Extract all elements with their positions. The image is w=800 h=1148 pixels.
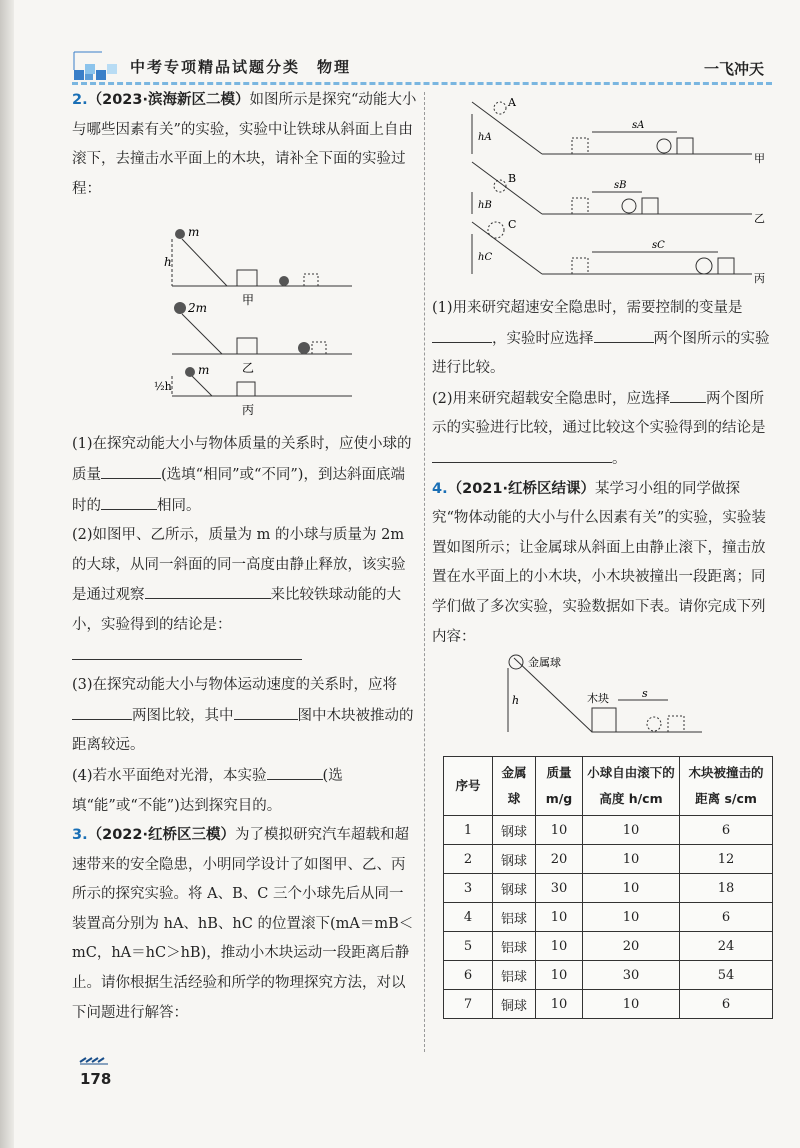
header-divider xyxy=(72,82,772,85)
q2-source: （2023·滨海新区二模） xyxy=(87,92,250,108)
page-binding-shadow xyxy=(0,0,14,1148)
table-cell: 6 xyxy=(680,816,773,845)
table-cell: 20 xyxy=(536,845,583,874)
q3-part-2 xyxy=(432,384,772,475)
table-row xyxy=(444,874,773,903)
table-cell: 铝球 xyxy=(493,903,536,932)
header-brand: 一飞冲天 xyxy=(703,60,764,78)
answer-blank[interactable] xyxy=(235,580,271,599)
q4-data-table xyxy=(443,756,773,1019)
q2-part-2 xyxy=(72,521,417,671)
label-A: A xyxy=(508,96,516,109)
table-cell: 10 xyxy=(536,932,583,961)
table-cell: 10 xyxy=(583,990,680,1019)
table-cell: 铝球 xyxy=(493,932,536,961)
table-cell: 5 xyxy=(444,932,493,961)
q3-stem xyxy=(72,821,417,1028)
table-cell: 6 xyxy=(444,961,493,990)
label-hC: hC xyxy=(478,252,493,263)
q2-part-1 xyxy=(72,430,417,521)
label-yi-3: 乙 xyxy=(754,212,765,225)
table-cell: 10 xyxy=(536,903,583,932)
q2-part-1-b: (选填“相同”或“不同”)，到达斜面底端时的 xyxy=(72,466,405,514)
col-header: 序号 xyxy=(444,757,493,816)
q2-part-3-a: (3)在探究动能大小与物体运动速度的关系时，应将 xyxy=(72,677,398,694)
answer-blank[interactable] xyxy=(72,701,132,720)
q4-source: （2021·红桥区结课） xyxy=(447,480,595,497)
label-hB: hB xyxy=(478,200,492,211)
q3-part-1-c: 两个图所示的实验进行比较。 xyxy=(432,330,770,377)
table-cell: 10 xyxy=(536,961,583,990)
q2-part-4-a: (4)若水平面绝对光滑，本实验 xyxy=(72,767,267,784)
label-ball: 金属球 xyxy=(528,656,561,670)
label-jia: 甲 xyxy=(242,293,255,308)
table-row xyxy=(444,932,773,961)
table-row xyxy=(444,990,773,1019)
table-cell: 10 xyxy=(583,845,680,874)
answer-blank[interactable] xyxy=(234,701,298,720)
table-cell: 6 xyxy=(680,990,773,1019)
table-cell: 7 xyxy=(444,990,493,1019)
q3-source: （2022·红桥区三模） xyxy=(87,827,235,844)
table-cell: 4 xyxy=(444,903,493,932)
q3-number: 3. xyxy=(72,827,88,844)
q3-figure xyxy=(432,94,772,286)
q3-part-2-c: 。 xyxy=(612,450,627,467)
table-cell: 18 xyxy=(680,874,773,903)
q2-stem xyxy=(72,86,417,204)
q2-part-3 xyxy=(72,671,417,761)
table-cell: 10 xyxy=(583,816,680,845)
q2-stem-text: 如图所示是探究“动能大小与哪些因素有关”的实验，实验中让铁球从斜面上自由滚下，去撞击水平面上的木块，请补全下面的实验过程： xyxy=(72,92,417,197)
answer-blank[interactable] xyxy=(145,580,235,599)
table-cell: 1 xyxy=(444,816,493,845)
label-C: C xyxy=(508,218,517,231)
q2-number: 2. xyxy=(72,92,88,108)
table-cell: 30 xyxy=(536,874,583,903)
label-B: B xyxy=(508,172,517,185)
q2-figure xyxy=(72,204,417,418)
table-cell: 20 xyxy=(583,932,680,961)
q3-part-2-b: 两个图所示的实验进行比较，通过比较这个实验得到的结论是 xyxy=(432,390,766,437)
table-cell: 24 xyxy=(680,932,773,961)
answer-blank[interactable] xyxy=(432,324,492,343)
q2-part-2-b: 来比较铁球动能的大小，实验得到的结论是： xyxy=(72,587,401,633)
table-cell: 钢球 xyxy=(493,874,536,903)
label-h-4: h xyxy=(512,694,520,708)
label-block: 木块 xyxy=(587,692,609,706)
q4-number: 4. xyxy=(432,480,448,497)
label-bing: 丙 xyxy=(242,403,255,418)
q3-part-2-a: (2)用来研究超载安全隐患时，应选择 xyxy=(432,390,671,407)
table-cell: 12 xyxy=(680,845,773,874)
table-row xyxy=(444,845,773,874)
label-jia-3: 甲 xyxy=(754,152,765,165)
table-cell: 10 xyxy=(536,816,583,845)
answer-blank[interactable] xyxy=(267,761,323,780)
label-m: m xyxy=(188,225,200,240)
label-half-h: ½h xyxy=(154,380,172,394)
label-m-2: m xyxy=(198,363,210,378)
right-column xyxy=(432,94,772,742)
header-logo-icon xyxy=(72,50,124,82)
label-h: h xyxy=(164,255,172,270)
q3-part-1-a: (1)用来研究超速安全隐患时，需要控制的变量是 xyxy=(432,300,743,316)
q2-part-4-b: (选填“能”或“不能”)达到探究目的。 xyxy=(72,767,343,814)
table-cell: 钢球 xyxy=(493,816,536,845)
q2-part-1-a: (1)在探究动能大小与物体质量的关系时，应使小球的质量 xyxy=(72,436,412,483)
label-sC: sC xyxy=(652,240,665,251)
page-number: 178 xyxy=(80,1070,112,1088)
table-row xyxy=(444,903,773,932)
table-cell: 铜球 xyxy=(493,990,536,1019)
label-yi: 乙 xyxy=(242,361,255,376)
q2-part-4 xyxy=(72,761,417,821)
label-sB: sB xyxy=(614,180,627,191)
table-row xyxy=(444,961,773,990)
answer-blank[interactable] xyxy=(101,460,161,479)
col-header: 质量 m/g xyxy=(536,757,583,816)
q2-part-3-c: 图中木块被推动的距离较远。 xyxy=(72,707,414,754)
col-header: 小球自由滚下的高度 h/cm xyxy=(583,757,680,816)
table-cell: 2 xyxy=(444,845,493,874)
table-cell: 54 xyxy=(680,961,773,990)
q3-part-1 xyxy=(432,294,772,384)
table-cell: 3 xyxy=(444,874,493,903)
q4-stem xyxy=(432,475,772,653)
col-header: 金属球 xyxy=(493,757,536,816)
table-cell: 10 xyxy=(583,874,680,903)
table-cell: 6 xyxy=(680,903,773,932)
answer-blank[interactable] xyxy=(670,384,706,403)
table-cell: 钢球 xyxy=(493,845,536,874)
table-row xyxy=(444,816,773,845)
answer-blank[interactable] xyxy=(101,491,157,510)
q4-figure xyxy=(432,652,772,742)
table-cell: 10 xyxy=(536,990,583,1019)
q2-part-2-a: (2)如图甲、乙所示，质量为 m 的小球与质量为 2m 的大球，从同一斜面的同一高度由静止释放，该实验是通过观察 xyxy=(72,527,406,604)
table-cell: 10 xyxy=(583,903,680,932)
col-header: 木块被撞击的距离 s/cm xyxy=(680,757,773,816)
q4-stem-text: 某学习小组的同学做探究“物体动能的大小与什么因素有关”的实验，实验装置如图所示；让金属球从斜面上由静止滚下，撞击放置在水平面上的小木块，小木块被撞出一段距离；同学们做了多次实验，实验数据如下表。请你完成下列内容： xyxy=(432,480,766,645)
answer-blank[interactable] xyxy=(72,641,302,660)
label-2m: 2m xyxy=(188,301,208,316)
column-divider xyxy=(424,92,425,1052)
label-s: s xyxy=(642,687,648,701)
q2-part-3-b: 两图比较，其中 xyxy=(132,707,234,724)
table-cell: 铝球 xyxy=(493,961,536,990)
q2-part-1-c: 相同。 xyxy=(157,497,201,514)
q3-part-1-b: ，实验时应选择 xyxy=(492,330,594,347)
answer-blank[interactable] xyxy=(432,444,612,463)
header-title: 中考专项精品试题分类 物理 xyxy=(130,58,352,76)
answer-blank[interactable] xyxy=(594,324,654,343)
label-sA: sA xyxy=(632,120,645,131)
left-column xyxy=(72,86,417,1028)
page-header xyxy=(72,48,772,80)
q3-stem-text: 为了模拟研究汽车超载和超速带来的安全隐患，小明同学设计了如图甲、乙、丙所示的探究实验。将 A、B、C 三个小球先后从同一装置高分别为 hA、hB、hC 的位置滚下(mA＝mB＜mC，hA＝hC＞hB)，推动小木块运动一段距离后静止。请你根据生活经验和所学的物理探究方法，对以下问题进行解答： xyxy=(72,827,414,1021)
label-bing-3: 丙 xyxy=(754,272,765,285)
table-cell: 30 xyxy=(583,961,680,990)
label-hA: hA xyxy=(478,132,492,143)
